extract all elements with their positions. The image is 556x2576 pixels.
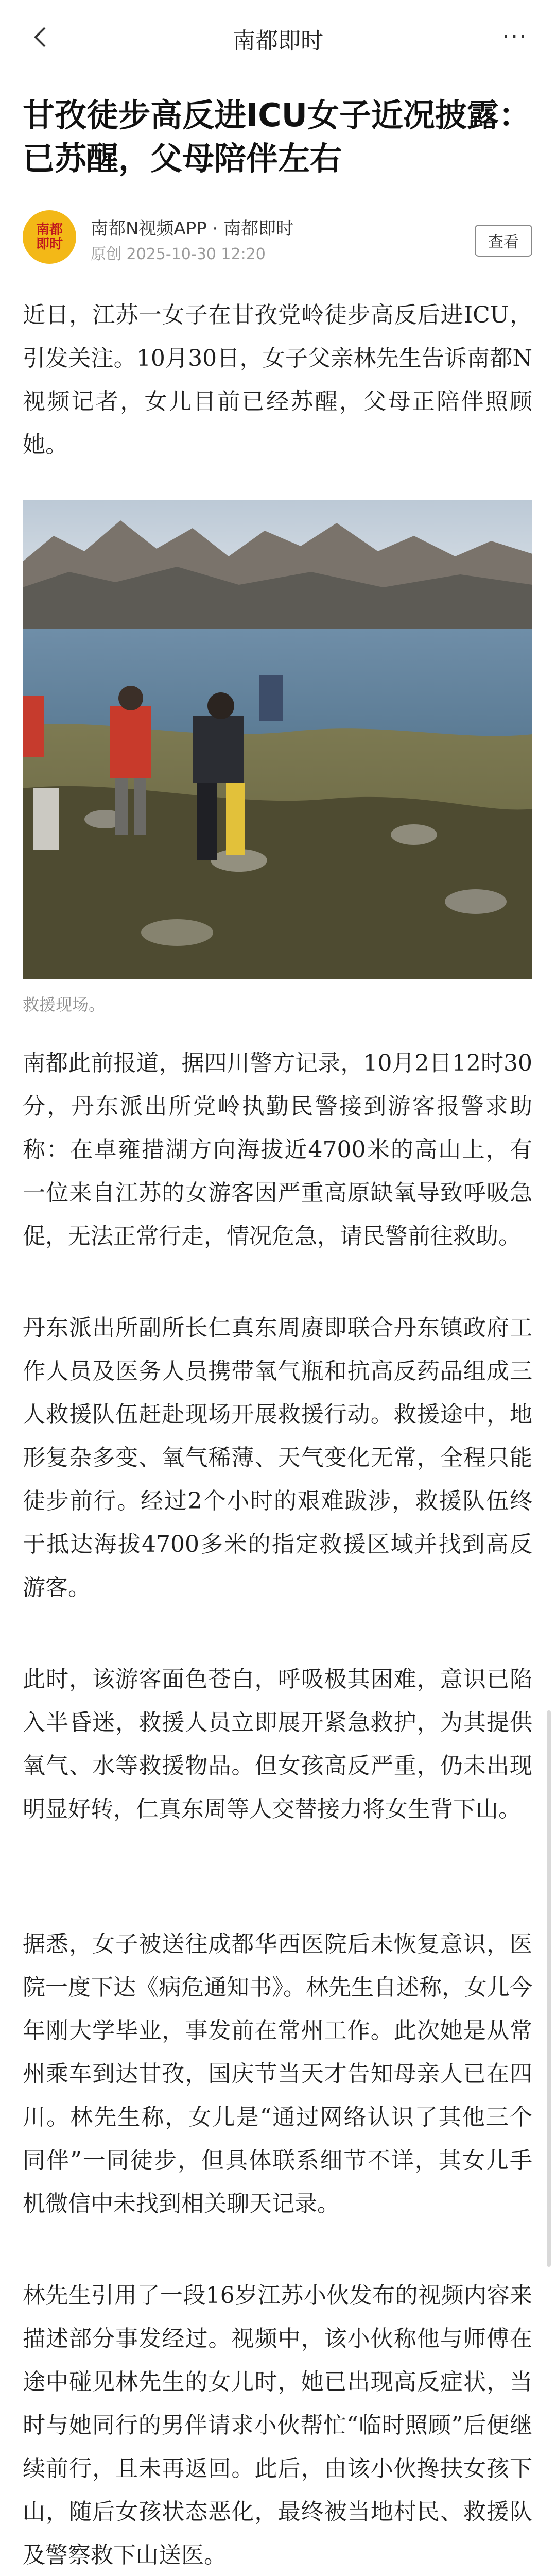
avatar-logo-text <box>36 223 63 251</box>
publish-meta: 原创 2025-10-30 12:20 <box>91 245 266 263</box>
view-button[interactable]: 查看 <box>475 225 532 257</box>
chevron-left-icon <box>31 26 49 48</box>
avatar-text-line2: 即时 <box>36 236 63 252</box>
avatar-text-line1: 南都 <box>36 222 63 238</box>
article-paragraph: 南都此前报道，据四川警方记录，10月2日12时30分，丹东派出所党岭执勤民警接到游客报警求助称：在卓雍措湖方向海拔近4700米的高山上，有一位来自江苏的女游客因严重高原缺氧导致呼吸急促，无法正常行走，情况危急，请民警前往救助。 <box>23 1050 532 1249</box>
source-name[interactable]: 南都N视频APP · 南都即时 <box>91 218 294 239</box>
nav-title: 南都即时 <box>233 28 323 54</box>
article-title: 甘孜徒步高反进ICU女子近况披露：已苏醒，父母陪伴左右 <box>23 96 531 177</box>
top-navbar <box>0 0 556 77</box>
source-avatar[interactable] <box>23 210 76 264</box>
article-paragraph: 此时，该游客面色苍白，呼吸极其困难，意识已陷入半昏迷，救援人员立即展开紧急救护，为其提供氧气、水等救援物品。但女孩高反严重，仍未出现明显好转，仁真东周等人交替接力将女生背下山。 <box>23 1666 532 1822</box>
back-button[interactable] <box>25 22 56 53</box>
more-options-button[interactable]: ··· <box>502 22 528 50</box>
scrollbar[interactable] <box>547 1710 551 2267</box>
article-paragraph: 据悉，女子被送往成都华西医院后未恢复意识，医院一度下达《病危通知书》。林先生自述称，女儿今年刚大学毕业，事发前在常州工作。此次她是从常州乘车到达甘孜，国庆节当天才告知母亲人已在四川。林先生称，女儿是“通过网络认识了其他三个同伴”一同徒步，但具体联系细节不详，其女儿手机微信中未找到相关聊天记录。 <box>23 1931 532 2217</box>
article-paragraph: 林先生引用了一段16岁江苏小伙发布的视频内容来描述部分事发经过。视频中，该小伙称他与师傅在途中碰见林先生的女儿时，她已出现高反症状，当时与她同行的男伴请求小伙帮忙“临时照顾”后便继续前行，且未再返回。此后，由该小伙搀扶女孩下山，随后女孩状态恶化，最终被当地村民、救援队及警察救下山送医。 <box>23 2282 532 2568</box>
article-paragraph: 丹东派出所副所长仁真东周赓即联合丹东镇政府工作人员及医务人员携带氧气瓶和抗高反药品组成三人救援队伍赶赴现场开展救援行动。救援途中，地形复杂多变、氧气稀薄、天气变化无常，全程只能徒步前行。经过2个小时的艰难跋涉，救援队伍终于抵达海拔4700多米的指定救援区域并找到高反游客。 <box>23 1315 532 1601</box>
image-caption: 救援现场。 <box>23 995 106 1014</box>
article-paragraph: 近日，江苏一女子在甘孜党岭徒步高反后进ICU，引发关注。10月30日，女子父亲林先生告诉南都N视频记者，女儿目前已经苏醒，父母正陪伴照顾她。 <box>23 302 532 458</box>
rescue-scene-image <box>23 500 532 979</box>
source-row <box>23 210 532 268</box>
rescue-photo[interactable] <box>23 500 532 979</box>
